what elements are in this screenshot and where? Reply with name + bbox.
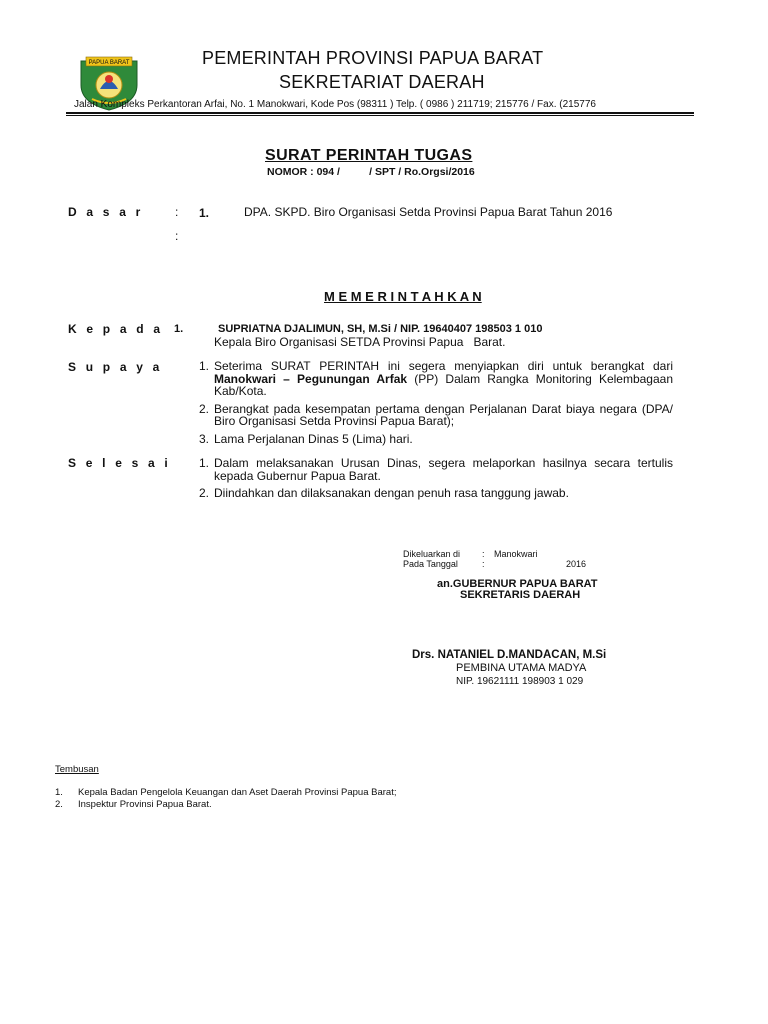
route-text: Manokwari – Pegunungan Arfak — [214, 371, 408, 386]
issued-at-value: Manokwari — [494, 549, 538, 559]
signatory-rank: PEMBINA UTAMA MADYA — [456, 662, 587, 674]
list-item — [199, 457, 673, 482]
signatory-on-behalf: an.GUBERNUR PAPUA BARAT — [437, 578, 598, 590]
government-heading: PEMERINTAH PROVINSI PAPUA BARAT — [202, 48, 544, 68]
list-item-number: 1. — [199, 456, 210, 470]
dasar-item-number: 1. — [199, 206, 210, 220]
list-item-text: Berangkat pada kesempatan pertama dengan Perjalanan Darat biaya negara (DPA/ Biro Organisasi Setda Provinsi Papua Barat); — [214, 401, 673, 428]
list-item — [199, 360, 673, 398]
list-item-text: Lama Perjalanan Dinas 5 (Lima) hari. — [214, 431, 413, 446]
list-item-number: 2. — [199, 401, 210, 416]
selesai-list — [199, 457, 673, 505]
issued-at-label: Dikeluarkan di — [403, 549, 461, 559]
secretariat-heading: SEKRETARIAT DAERAH — [279, 72, 485, 92]
tembusan-item-text: Kepala Badan Pengelola Keuangan dan Aset Daerah Provinsi Papua Barat; — [78, 787, 397, 798]
issued-date-label: Pada Tanggal — [403, 559, 458, 569]
issued-at-colon: : — [482, 549, 485, 559]
list-item — [199, 433, 673, 446]
tembusan-item-number: 2. — [55, 799, 63, 810]
tembusan-item-text: Inspektur Provinsi Papua Barat. — [78, 799, 212, 810]
letter-number: NOMOR : 094 / / SPT / Ro.Orgsi/2016 — [267, 166, 475, 178]
dasar-colon-2: : — [175, 229, 179, 243]
dasar-colon: : — [175, 205, 179, 219]
supaya-list — [199, 360, 673, 450]
kepada-label: K e p a d a — [68, 322, 164, 336]
tembusan-item-number: 1. — [55, 787, 63, 798]
list-item — [199, 487, 673, 500]
logo-text: PAPUA BARAT — [88, 60, 130, 66]
issued-date-value: 2016 — [566, 559, 587, 569]
dasar-item-text: DPA. SKPD. Biro Organisasi Setda Provinsi Papua Barat Tahun 2016 — [244, 205, 613, 219]
assignee-position: Kepala Biro Organisasi SETDA Provinsi Papua Barat. — [214, 335, 506, 349]
kepada-number: 1. — [174, 323, 184, 335]
text-run: Seterima SURAT PERINTAH ini segera menyiapkan diri untuk berangkat dari — [214, 359, 673, 373]
list-item-number: 3. — [199, 431, 210, 446]
list-item-number: 1. — [199, 359, 210, 373]
memerintahkan-heading: M E M E R I N T A H K A N — [324, 289, 482, 304]
tembusan-label: Tembusan — [55, 764, 99, 775]
letterhead-rule — [66, 112, 694, 114]
letterhead-rule-thin — [66, 115, 694, 116]
list-item-text: Diindahkan dan dilaksanakan dengan penuh rasa tanggung jawab. — [214, 486, 569, 500]
office-address: Jalan Kompleks Perkantoran Arfai, No. 1 Manokwari, Kode Pos (98311 ) Telp. ( 0986 ) 211719; 215776 / Fax. (215776 — [74, 99, 596, 110]
issued-date-colon: : — [482, 559, 485, 569]
assignee-name: SUPRIATNA DJALIMUN, SH, M.Si / NIP. 19640407 198503 1 010 — [218, 323, 543, 335]
dasar-label: D a s a r — [68, 205, 144, 219]
list-item-number: 2. — [199, 486, 210, 500]
supaya-label: S u p a y a — [68, 360, 163, 374]
selesai-label: S e l e s a i — [68, 456, 171, 470]
list-item-text — [214, 360, 673, 398]
letter-title: SURAT PERINTAH TUGAS — [265, 147, 473, 164]
text-run: (PP) Dalam Rangka Monitoring Kelembagaan Kab/Kota. — [214, 371, 673, 398]
list-item-text: Dalam melaksanakan Urusan Dinas, segera melaporkan hasilnya secara tertulis kepada Gubernur Papua Barat. — [214, 456, 673, 483]
signatory-name: Drs. NATANIEL D.MANDACAN, M.Si — [412, 649, 607, 661]
signatory-office: SEKRETARIS DAERAH — [460, 589, 581, 601]
signatory-nip: NIP. 19621111 198903 1 029 — [456, 676, 584, 687]
list-item — [199, 403, 673, 428]
